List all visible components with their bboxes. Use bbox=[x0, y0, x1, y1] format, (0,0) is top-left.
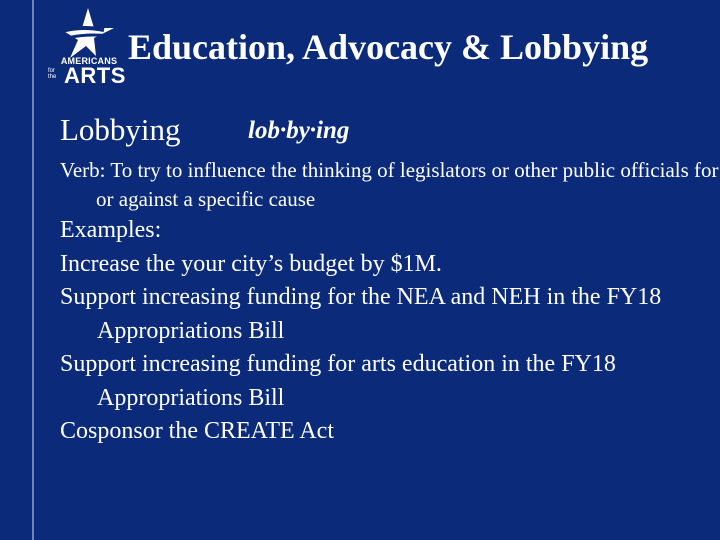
examples-list bbox=[60, 214, 700, 449]
americans-for-the-arts-logo bbox=[44, 6, 128, 96]
logo-text-for: for bbox=[48, 68, 56, 74]
logo-text-the: the bbox=[48, 74, 57, 80]
list-item: Support increasing funding for arts education in the FY18 Appropriations Bill bbox=[60, 351, 616, 411]
term-pronunciation: lob·by·ing bbox=[248, 117, 350, 144]
logo-text-for-the bbox=[48, 68, 56, 80]
logo-text-americans: AMERICANS bbox=[60, 56, 118, 66]
term-definition: Verb: To try to influence the thinking of legislators or other public officials for or against a specific cause bbox=[60, 158, 719, 211]
logo-text-arts: ARTS bbox=[64, 63, 126, 88]
slide-title: Education, Advocacy & Lobbying bbox=[128, 27, 649, 67]
list-item: Examples: bbox=[60, 217, 162, 243]
list-item: Cosponsor the CREATE Act bbox=[60, 418, 334, 444]
list-item: Increase the your city’s budget by $1M. bbox=[60, 250, 442, 277]
star-icon bbox=[44, 6, 128, 62]
list-item: Support increasing funding for the NEA and NEH in the FY18 Appropriations Bill bbox=[60, 284, 662, 344]
term-word: Lobbying bbox=[60, 112, 181, 147]
left-edge-divider bbox=[32, 0, 34, 540]
